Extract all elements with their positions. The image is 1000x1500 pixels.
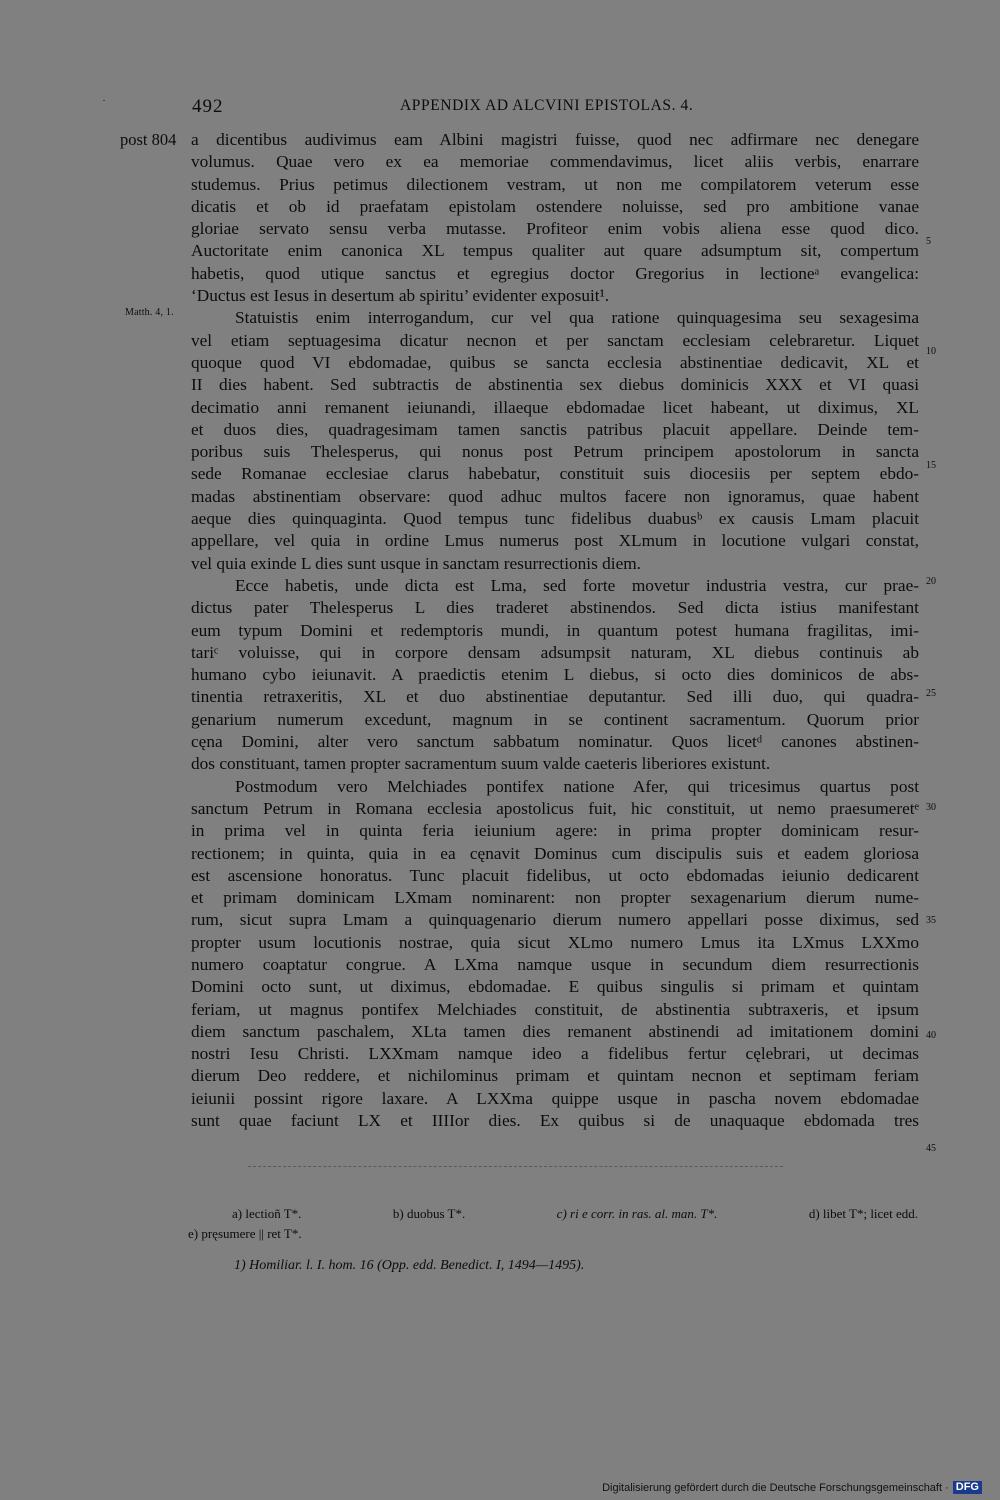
text-line: propter usum locutionis nostrae, quia sicut XLmo numero Lmus ita LXmus LXXmo <box>191 932 919 952</box>
line-number: 30 <box>926 802 936 813</box>
text-line: et primam dominicam LXmam nominarent: non propter sexagenarium dierum nume- <box>191 888 919 908</box>
text-line: sede Romanae ecclesiae clarus habebatur, constituit suis diocesiis per septem ebdo- <box>191 464 919 484</box>
text-line: dos constituant, tamen propter sacramentum suum valde caeteris liberiores existunt. <box>191 754 771 774</box>
line-number: 20 <box>926 576 936 587</box>
text-line: rum, sicut supra Lmam a quinquagenario dierum numero appellari posse diximus, sed <box>191 910 919 930</box>
margin-date: post 804 <box>120 130 177 149</box>
text-line: Statuistis enim interrogandum, cur vel qua ratione quinquagesima seu sexagesima <box>235 308 919 328</box>
apparatus-note: c) ri e corr. in ras. al. man. T*. <box>556 1206 718 1221</box>
text-line: feriam, ut magnus pontifex Melchiades constituit, de abstinentia subtraxeris, et ipsum <box>191 999 919 1019</box>
line-number: 25 <box>926 688 936 699</box>
text-line: tinentia retraxeritis, XL et duo abstinentiae deputantur. Sed illi duo, qui quadra- <box>191 687 919 707</box>
text-line: madas abstinentiam observare: quod adhuc multos facere non ignoramus, quae habent <box>191 486 919 506</box>
line-number: 5 <box>926 236 931 247</box>
digitization-credit <box>602 1481 982 1494</box>
text-line: cęna Domini, alter vero sanctum sabbatum nominatur. Quos licetᵈ canones abstinen- <box>191 732 919 752</box>
text-line: sunt quae faciunt LX et IIIIor dies. Ex quibus si de unaquaque ebdomada tres <box>191 1111 919 1131</box>
text-line: habetis, quod utique sanctus et egregius doctor Gregorius in lectioneᵃ evangelica: <box>191 263 919 283</box>
text-line: dictus pater Thelesperus L dies traderet abstinendos. Sed dicta istius manifestant <box>191 598 919 618</box>
critical-apparatus <box>188 1204 918 1244</box>
text-line: studemus. Prius petimus dilectionem vestram, ut non me compilatorem veterum esse <box>191 174 919 194</box>
text-line: gloriae servato sensu verba mutasse. Profiteor enim vobis aliena esse quod dico. <box>191 219 919 239</box>
text-line: est ascensione honoratus. Tunc placuit fidelibus, ut octo ebdomadas ieiunio dedicarent <box>191 865 919 885</box>
line-number: 40 <box>926 1030 936 1041</box>
text-line: et duos dies, quadragesimam tamen sanctis patribus placuit appellare. Deinde tem- <box>191 419 919 439</box>
running-title: APPENDIX AD ALCVINI EPISTOLAS. 4. <box>400 97 694 114</box>
apparatus-note: e) pręsumere || ret T*. <box>188 1226 302 1241</box>
text-line: vel etiam septuagesima dicatur necnon et per sanctam ecclesiam celebraretur. Liquet <box>191 330 919 350</box>
footnote: 1) Homiliar. l. I. hom. 16 (Opp. edd. Benedict. I, 1494—1495). <box>234 1258 585 1273</box>
line-number: 35 <box>926 915 936 926</box>
text-line: numero coaptatur congrue. A LXma namque usque in secundum diem resurrectionis <box>191 954 919 974</box>
text-line: a dicentibus audivimus eam Albini magistri fuisse, quod nec adfirmare nec denegare <box>191 130 919 149</box>
margin-tick <box>103 100 105 101</box>
line-number: 10 <box>926 346 936 357</box>
text-line: quoque quod VI ebdomadae, quibus se sancta ecclesia abstinentiae dedicavit, XL et <box>191 352 919 372</box>
text-line: Ecce habetis, unde dicta est Lma, sed forte movetur industria vestra, cur prae- <box>235 575 919 595</box>
text-line: tariᶜ voluisse, qui in corpore densam adsumpsit naturam, XL diebus continuis ab <box>191 642 919 662</box>
text-line: dicatis et ob id praefatam epistolam ostendere noluisse, sed pro ambitione vanae <box>191 196 919 216</box>
text-line: sanctum Petrum in Romana ecclesia apostolicus fuit, hic constituit, ut nemo praesumeretᵉ <box>191 798 919 818</box>
text-line: rectionem; in quinta, quia in ea cęnavit Dominus cum discipulis suis et eadem gloriosa <box>191 843 919 863</box>
dfg-logo: DFG <box>953 1481 982 1494</box>
text-line: vel quia exinde L dies sunt usque in sanctam resurrectionis diem. <box>191 553 641 573</box>
text-line: aeque dies quinquaginta. Quod tempus tunc fidelibus duabusᵇ ex causis Lmam placuit <box>191 509 919 529</box>
line-number: 45 <box>926 1143 936 1154</box>
text-line: Auctoritate enim canonica XL tempus qualiter aut quare adsumptum sit, compertum <box>191 241 919 261</box>
apparatus-note: a) lectioñ T*. <box>232 1206 302 1221</box>
text-line: appellare, vel quia in ordine Lmus numerus post XLmum in locutione vulgari constat, <box>191 531 919 551</box>
text-line: poribus suis Thelesperus, qui nonus post Petrum principem apostolorum in sancta <box>191 442 919 462</box>
text-line: ‘Ductus est Iesus in desertum ab spiritu’ evidenter exposuit¹. <box>191 286 610 306</box>
text-line: II dies habent. Sed subtractis de abstinentia sex diebus dominicis XXX et VI quasi <box>191 375 919 395</box>
text-line: Domini octo sunt, ut diximus, ebdomadae. E quibus singulis si primam et quintam <box>191 977 919 997</box>
text-line: diem sanctum paschalem, XLta tamen dies remanent abstinendi ad imitationem domini <box>191 1021 919 1041</box>
text-line: decimatio anni remanent ieiunandi, illaeque ebdomadae licet habeant, ut diximus, XL <box>191 397 919 417</box>
page-number: 492 <box>192 96 224 117</box>
text-line: dierum Deo reddere, et nichilominus primam et quintam necnon et septimam feriam <box>191 1066 919 1086</box>
text-line: ieiunii possint rigore laxare. A LXXma quippe usque in pascha novem ebdomadae <box>191 1088 919 1108</box>
text-line: volumus. Quae vero ex ea memoriae commendavimus, licet aliis verbis, enarrare <box>191 152 919 172</box>
apparatus-note: b) duobus T*. <box>392 1206 466 1221</box>
line-number: 15 <box>926 460 936 471</box>
margin-reference: Matth. 4, 1. <box>125 307 174 318</box>
text-line: in prima vel in quinta feria ieiunium agere: in prima propter dominicam resur- <box>191 821 919 841</box>
apparatus-note: d) libet T*; licet edd. <box>808 1206 918 1221</box>
credit-text: Digitalisierung gefördert durch die Deutsche Forschungsgemeinschaft · <box>602 1481 949 1494</box>
text-line: Postmodum vero Melchiades pontifex natione Afer, qui tricesimus quartus post <box>235 776 919 796</box>
text-line: eum typum Domini et redemptoris mundi, in quantum potest humana fragilitas, imi- <box>191 620 919 640</box>
text-line: humano cybo ieiunavit. A praedictis etenim L diebus, si octo dies dominicos de abs- <box>191 665 919 685</box>
body-text <box>191 129 919 1132</box>
text-line: nostri Iesu Christi. LXXmam namque ideo a fidelibus fertur cęlebrari, ut decimas <box>191 1044 919 1064</box>
text-line: genarium numerum excedunt, magnum in se continent sacramentum. Quorum prior <box>191 709 919 729</box>
footnote-separator <box>248 1166 783 1167</box>
